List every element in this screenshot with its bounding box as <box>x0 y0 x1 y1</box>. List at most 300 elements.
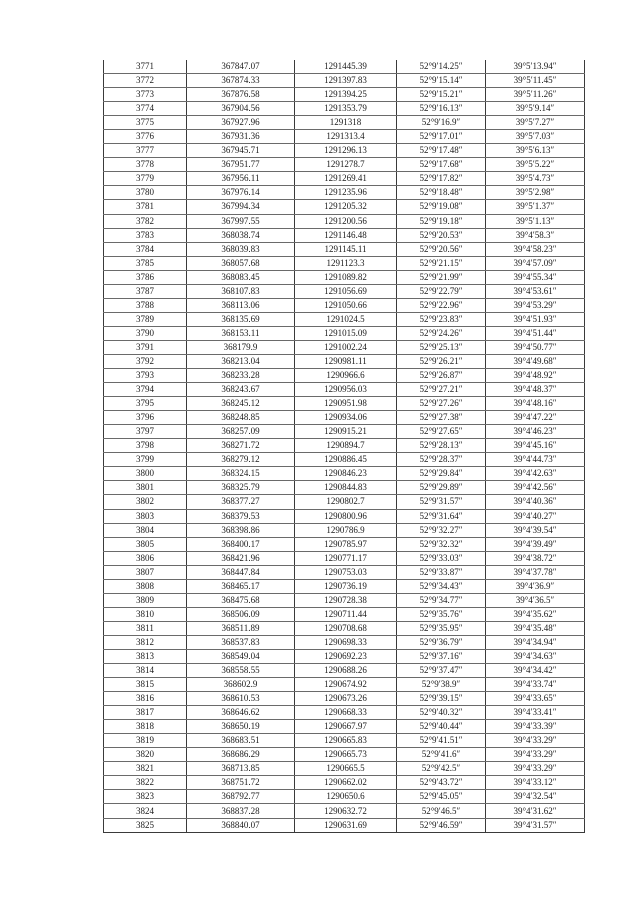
point-number-cell: 3807 <box>104 565 187 579</box>
x-coordinate-cell: 368245.12 <box>187 397 295 411</box>
longitude-cell: 39°4′45.16″ <box>486 439 585 453</box>
table-row <box>104 425 585 439</box>
x-coordinate-cell: 368377.27 <box>187 495 295 509</box>
point-number-cell: 3822 <box>104 776 187 790</box>
table-row <box>104 720 585 734</box>
latitude-cell: 52°9′31.57″ <box>397 495 486 509</box>
longitude-cell: 39°4′40.36″ <box>486 495 585 509</box>
point-number-cell: 3787 <box>104 284 187 298</box>
y-coordinate-cell: 1290688.26 <box>295 664 397 678</box>
latitude-cell: 52°9′15.14″ <box>397 74 486 88</box>
table-row <box>104 102 585 116</box>
y-coordinate-cell: 1291089.82 <box>295 270 397 284</box>
point-number-cell: 3803 <box>104 509 187 523</box>
table-row <box>104 776 585 790</box>
longitude-cell: 39°4′58.23″ <box>486 242 585 256</box>
latitude-cell: 52°9′16.13″ <box>397 102 486 116</box>
point-number-cell: 3796 <box>104 411 187 425</box>
table-row <box>104 256 585 270</box>
latitude-cell: 52°9′37.47″ <box>397 664 486 678</box>
longitude-cell: 39°4′40.27″ <box>486 509 585 523</box>
y-coordinate-cell: 1290632.72 <box>295 804 397 818</box>
point-number-cell: 3824 <box>104 804 187 818</box>
x-coordinate-cell: 367876.58 <box>187 88 295 102</box>
x-coordinate-cell: 368751.72 <box>187 776 295 790</box>
latitude-cell: 52°9′27.21″ <box>397 383 486 397</box>
table-row <box>104 481 585 495</box>
longitude-cell: 39°4′36.5″ <box>486 593 585 607</box>
table-row <box>104 158 585 172</box>
latitude-cell: 52°9′33.03″ <box>397 551 486 565</box>
y-coordinate-cell: 1291015.09 <box>295 326 397 340</box>
point-number-cell: 3795 <box>104 397 187 411</box>
y-coordinate-cell: 1290665.5 <box>295 762 397 776</box>
longitude-cell: 39°4′42.56″ <box>486 481 585 495</box>
y-coordinate-cell: 1291394.25 <box>295 88 397 102</box>
longitude-cell: 39°4′47.22″ <box>486 411 585 425</box>
point-number-cell: 3817 <box>104 706 187 720</box>
point-number-cell: 3804 <box>104 523 187 537</box>
longitude-cell: 39°4′53.29″ <box>486 298 585 312</box>
x-coordinate-cell: 368243.67 <box>187 383 295 397</box>
point-number-cell: 3782 <box>104 214 187 228</box>
y-coordinate-cell: 1291397.83 <box>295 74 397 88</box>
y-coordinate-cell: 1290692.23 <box>295 649 397 663</box>
y-coordinate-cell: 1290966.6 <box>295 369 397 383</box>
longitude-cell: 39°4′33.74″ <box>486 678 585 692</box>
table-row <box>104 678 585 692</box>
x-coordinate-cell: 368379.53 <box>187 509 295 523</box>
longitude-cell: 39°5′1.37″ <box>486 200 585 214</box>
longitude-cell: 39°4′48.37″ <box>486 383 585 397</box>
latitude-cell: 52°9′36.79″ <box>397 635 486 649</box>
longitude-cell: 39°4′57.09″ <box>486 256 585 270</box>
longitude-cell: 39°4′58.3″ <box>486 228 585 242</box>
longitude-cell: 39°4′31.57″ <box>486 818 585 832</box>
point-number-cell: 3778 <box>104 158 187 172</box>
y-coordinate-cell: 1290728.38 <box>295 593 397 607</box>
y-coordinate-cell: 1291353.79 <box>295 102 397 116</box>
y-coordinate-cell: 1290951.98 <box>295 397 397 411</box>
x-coordinate-cell: 368153.11 <box>187 326 295 340</box>
table-row <box>104 509 585 523</box>
point-number-cell: 3780 <box>104 186 187 200</box>
x-coordinate-cell: 367931.36 <box>187 130 295 144</box>
x-coordinate-cell: 368650.19 <box>187 720 295 734</box>
table-row <box>104 748 585 762</box>
x-coordinate-cell: 367997.55 <box>187 214 295 228</box>
x-coordinate-cell: 368257.09 <box>187 425 295 439</box>
latitude-cell: 52°9′28.13″ <box>397 439 486 453</box>
longitude-cell: 39°4′39.49″ <box>486 537 585 551</box>
latitude-cell: 52°9′27.38″ <box>397 411 486 425</box>
x-coordinate-cell: 368610.53 <box>187 692 295 706</box>
y-coordinate-cell: 1291056.69 <box>295 284 397 298</box>
x-coordinate-cell: 368271.72 <box>187 439 295 453</box>
longitude-cell: 39°5′1.13″ <box>486 214 585 228</box>
latitude-cell: 52°9′19.18″ <box>397 214 486 228</box>
y-coordinate-cell: 1291278.7 <box>295 158 397 172</box>
y-coordinate-cell: 1291050.66 <box>295 298 397 312</box>
y-coordinate-cell: 1291269.41 <box>295 172 397 186</box>
x-coordinate-cell: 368686.29 <box>187 748 295 762</box>
point-number-cell: 3776 <box>104 130 187 144</box>
x-coordinate-cell: 368398.86 <box>187 523 295 537</box>
coordinates-table <box>103 60 585 833</box>
point-number-cell: 3812 <box>104 635 187 649</box>
longitude-cell: 39°4′55.34″ <box>486 270 585 284</box>
point-number-cell: 3806 <box>104 551 187 565</box>
table-row <box>104 565 585 579</box>
point-number-cell: 3772 <box>104 74 187 88</box>
table-row <box>104 804 585 818</box>
latitude-cell: 52°9′29.84″ <box>397 467 486 481</box>
latitude-cell: 52°9′42.5″ <box>397 762 486 776</box>
y-coordinate-cell: 1290665.83 <box>295 734 397 748</box>
table-row <box>104 762 585 776</box>
table-row <box>104 383 585 397</box>
longitude-cell: 39°5′11.45″ <box>486 74 585 88</box>
latitude-cell: 52°9′19.08″ <box>397 200 486 214</box>
table-row <box>104 116 585 130</box>
table-row <box>104 593 585 607</box>
longitude-cell: 39°4′35.62″ <box>486 607 585 621</box>
y-coordinate-cell: 1291146.48 <box>295 228 397 242</box>
latitude-cell: 52°9′18.48″ <box>397 186 486 200</box>
x-coordinate-cell: 367976.14 <box>187 186 295 200</box>
point-number-cell: 3805 <box>104 537 187 551</box>
latitude-cell: 52°9′32.32″ <box>397 537 486 551</box>
latitude-cell: 52°9′34.77″ <box>397 593 486 607</box>
table-row <box>104 242 585 256</box>
y-coordinate-cell: 1290802.7 <box>295 495 397 509</box>
point-number-cell: 3818 <box>104 720 187 734</box>
y-coordinate-cell: 1290771.17 <box>295 551 397 565</box>
point-number-cell: 3793 <box>104 369 187 383</box>
latitude-cell: 52°9′31.64″ <box>397 509 486 523</box>
table-row <box>104 411 585 425</box>
table-row <box>104 621 585 635</box>
longitude-cell: 39°5′13.94″ <box>486 60 585 74</box>
table-row <box>104 551 585 565</box>
y-coordinate-cell: 1291296.13 <box>295 144 397 158</box>
longitude-cell: 39°4′34.63″ <box>486 649 585 663</box>
longitude-cell: 39°4′51.44″ <box>486 326 585 340</box>
longitude-cell: 39°4′49.68″ <box>486 354 585 368</box>
x-coordinate-cell: 368179.9 <box>187 340 295 354</box>
coordinates-table-body <box>104 60 585 832</box>
latitude-cell: 52°9′40.44″ <box>397 720 486 734</box>
latitude-cell: 52°9′37.16″ <box>397 649 486 663</box>
latitude-cell: 52°9′20.53″ <box>397 228 486 242</box>
latitude-cell: 52°9′32.27″ <box>397 523 486 537</box>
y-coordinate-cell: 1290631.69 <box>295 818 397 832</box>
point-number-cell: 3819 <box>104 734 187 748</box>
y-coordinate-cell: 1290894.7 <box>295 439 397 453</box>
latitude-cell: 52°9′22.79″ <box>397 284 486 298</box>
table-row <box>104 88 585 102</box>
latitude-cell: 52°9′17.01″ <box>397 130 486 144</box>
x-coordinate-cell: 368792.77 <box>187 790 295 804</box>
table-row <box>104 298 585 312</box>
longitude-cell: 39°4′33.39″ <box>486 720 585 734</box>
x-coordinate-cell: 368837.28 <box>187 804 295 818</box>
longitude-cell: 39°4′33.41″ <box>486 706 585 720</box>
x-coordinate-cell: 368713.85 <box>187 762 295 776</box>
point-number-cell: 3799 <box>104 453 187 467</box>
longitude-cell: 39°5′6.13″ <box>486 144 585 158</box>
latitude-cell: 52°9′45.05″ <box>397 790 486 804</box>
longitude-cell: 39°4′31.62″ <box>486 804 585 818</box>
x-coordinate-cell: 368558.55 <box>187 664 295 678</box>
longitude-cell: 39°4′33.12″ <box>486 776 585 790</box>
longitude-cell: 39°4′39.54″ <box>486 523 585 537</box>
y-coordinate-cell: 1290674.92 <box>295 678 397 692</box>
table-row <box>104 312 585 326</box>
y-coordinate-cell: 1291145.11 <box>295 242 397 256</box>
point-number-cell: 3794 <box>104 383 187 397</box>
x-coordinate-cell: 368233.28 <box>187 369 295 383</box>
point-number-cell: 3810 <box>104 607 187 621</box>
longitude-cell: 39°4′53.61″ <box>486 284 585 298</box>
point-number-cell: 3809 <box>104 593 187 607</box>
x-coordinate-cell: 368057.68 <box>187 256 295 270</box>
x-coordinate-cell: 368511.89 <box>187 621 295 635</box>
latitude-cell: 52°9′29.89″ <box>397 481 486 495</box>
y-coordinate-cell: 1290915.21 <box>295 425 397 439</box>
x-coordinate-cell: 368683.51 <box>187 734 295 748</box>
table-row <box>104 649 585 663</box>
latitude-cell: 52°9′26.21″ <box>397 354 486 368</box>
table-row <box>104 228 585 242</box>
y-coordinate-cell: 1290736.19 <box>295 579 397 593</box>
point-number-cell: 3825 <box>104 818 187 832</box>
x-coordinate-cell: 367956.11 <box>187 172 295 186</box>
y-coordinate-cell: 1290956.03 <box>295 383 397 397</box>
point-number-cell: 3789 <box>104 312 187 326</box>
point-number-cell: 3813 <box>104 649 187 663</box>
x-coordinate-cell: 367904.56 <box>187 102 295 116</box>
x-coordinate-cell: 367927.96 <box>187 116 295 130</box>
longitude-cell: 39°4′38.72″ <box>486 551 585 565</box>
point-number-cell: 3797 <box>104 425 187 439</box>
latitude-cell: 52°9′22.96″ <box>397 298 486 312</box>
x-coordinate-cell: 367874.33 <box>187 74 295 88</box>
y-coordinate-cell: 1290785.97 <box>295 537 397 551</box>
point-number-cell: 3800 <box>104 467 187 481</box>
table-row <box>104 439 585 453</box>
y-coordinate-cell: 1291002.24 <box>295 340 397 354</box>
table-row <box>104 200 585 214</box>
point-number-cell: 3791 <box>104 340 187 354</box>
table-row <box>104 270 585 284</box>
latitude-cell: 52°9′17.82″ <box>397 172 486 186</box>
x-coordinate-cell: 368475.68 <box>187 593 295 607</box>
latitude-cell: 52°9′39.15″ <box>397 692 486 706</box>
x-coordinate-cell: 368135.69 <box>187 312 295 326</box>
table-row <box>104 495 585 509</box>
table-row <box>104 523 585 537</box>
y-coordinate-cell: 1290708.68 <box>295 621 397 635</box>
point-number-cell: 3775 <box>104 116 187 130</box>
point-number-cell: 3816 <box>104 692 187 706</box>
y-coordinate-cell: 1290786.9 <box>295 523 397 537</box>
latitude-cell: 52°9′26.87″ <box>397 369 486 383</box>
x-coordinate-cell: 368646.62 <box>187 706 295 720</box>
table-row <box>104 818 585 832</box>
x-coordinate-cell: 368279.12 <box>187 453 295 467</box>
table-row <box>104 172 585 186</box>
latitude-cell: 52°9′21.99″ <box>397 270 486 284</box>
y-coordinate-cell: 1290844.83 <box>295 481 397 495</box>
latitude-cell: 52°9′24.26″ <box>397 326 486 340</box>
y-coordinate-cell: 1291235.96 <box>295 186 397 200</box>
latitude-cell: 52°9′40.32″ <box>397 706 486 720</box>
longitude-cell: 39°5′4.73″ <box>486 172 585 186</box>
point-number-cell: 3808 <box>104 579 187 593</box>
x-coordinate-cell: 368537.83 <box>187 635 295 649</box>
table-row <box>104 130 585 144</box>
x-coordinate-cell: 367951.77 <box>187 158 295 172</box>
point-number-cell: 3774 <box>104 102 187 116</box>
y-coordinate-cell: 1291024.5 <box>295 312 397 326</box>
y-coordinate-cell: 1291200.56 <box>295 214 397 228</box>
y-coordinate-cell: 1290886.45 <box>295 453 397 467</box>
x-coordinate-cell: 368447.84 <box>187 565 295 579</box>
y-coordinate-cell: 1290711.44 <box>295 607 397 621</box>
point-number-cell: 3779 <box>104 172 187 186</box>
longitude-cell: 39°4′35.48″ <box>486 621 585 635</box>
y-coordinate-cell: 1290650.6 <box>295 790 397 804</box>
latitude-cell: 52°9′27.26″ <box>397 397 486 411</box>
latitude-cell: 52°9′35.95″ <box>397 621 486 635</box>
latitude-cell: 52°9′15.21″ <box>397 88 486 102</box>
point-number-cell: 3786 <box>104 270 187 284</box>
y-coordinate-cell: 1290753.03 <box>295 565 397 579</box>
longitude-cell: 39°4′32.54″ <box>486 790 585 804</box>
table-row <box>104 607 585 621</box>
y-coordinate-cell: 1290673.26 <box>295 692 397 706</box>
y-coordinate-cell: 1290934.06 <box>295 411 397 425</box>
longitude-cell: 39°5′5.22″ <box>486 158 585 172</box>
longitude-cell: 39°4′33.29″ <box>486 748 585 762</box>
latitude-cell: 52°9′41.51″ <box>397 734 486 748</box>
x-coordinate-cell: 368083.45 <box>187 270 295 284</box>
latitude-cell: 52°9′21.15″ <box>397 256 486 270</box>
longitude-cell: 39°4′34.94″ <box>486 635 585 649</box>
longitude-cell: 39°4′48.16″ <box>486 397 585 411</box>
latitude-cell: 52°9′41.6″ <box>397 748 486 762</box>
table-row <box>104 284 585 298</box>
x-coordinate-cell: 368213.04 <box>187 354 295 368</box>
table-row <box>104 340 585 354</box>
y-coordinate-cell: 1290981.11 <box>295 354 397 368</box>
latitude-cell: 52°9′20.56″ <box>397 242 486 256</box>
point-number-cell: 3811 <box>104 621 187 635</box>
table-row <box>104 635 585 649</box>
x-coordinate-cell: 368465.17 <box>187 579 295 593</box>
latitude-cell: 52°9′17.48″ <box>397 144 486 158</box>
longitude-cell: 39°5′7.27″ <box>486 116 585 130</box>
latitude-cell: 52°9′23.83″ <box>397 312 486 326</box>
longitude-cell: 39°4′33.65″ <box>486 692 585 706</box>
latitude-cell: 52°9′35.76″ <box>397 607 486 621</box>
longitude-cell: 39°4′48.92″ <box>486 369 585 383</box>
table-row <box>104 790 585 804</box>
point-number-cell: 3815 <box>104 678 187 692</box>
latitude-cell: 52°9′14.25″ <box>397 60 486 74</box>
point-number-cell: 3777 <box>104 144 187 158</box>
longitude-cell: 39°4′51.93″ <box>486 312 585 326</box>
table-row <box>104 706 585 720</box>
y-coordinate-cell: 1291313.4 <box>295 130 397 144</box>
point-number-cell: 3788 <box>104 298 187 312</box>
x-coordinate-cell: 368325.79 <box>187 481 295 495</box>
x-coordinate-cell: 368038.74 <box>187 228 295 242</box>
point-number-cell: 3798 <box>104 439 187 453</box>
latitude-cell: 52°9′28.37″ <box>397 453 486 467</box>
x-coordinate-cell: 367945.71 <box>187 144 295 158</box>
point-number-cell: 3784 <box>104 242 187 256</box>
table-row <box>104 186 585 200</box>
x-coordinate-cell: 368400.17 <box>187 537 295 551</box>
longitude-cell: 39°4′37.78″ <box>486 565 585 579</box>
table-row <box>104 734 585 748</box>
x-coordinate-cell: 367847.07 <box>187 60 295 74</box>
x-coordinate-cell: 368506.09 <box>187 607 295 621</box>
y-coordinate-cell: 1291123.3 <box>295 256 397 270</box>
table-row <box>104 144 585 158</box>
longitude-cell: 39°5′11.26″ <box>486 88 585 102</box>
table-row <box>104 354 585 368</box>
point-number-cell: 3814 <box>104 664 187 678</box>
latitude-cell: 52°9′46.5″ <box>397 804 486 818</box>
x-coordinate-cell: 368324.15 <box>187 467 295 481</box>
table-row <box>104 453 585 467</box>
latitude-cell: 52°9′27.65″ <box>397 425 486 439</box>
x-coordinate-cell: 368107.83 <box>187 284 295 298</box>
latitude-cell: 52°9′16.9″ <box>397 116 486 130</box>
y-coordinate-cell: 1290662.02 <box>295 776 397 790</box>
x-coordinate-cell: 368602.9 <box>187 678 295 692</box>
point-number-cell: 3781 <box>104 200 187 214</box>
longitude-cell: 39°4′42.63″ <box>486 467 585 481</box>
point-number-cell: 3771 <box>104 60 187 74</box>
point-number-cell: 3790 <box>104 326 187 340</box>
longitude-cell: 39°5′7.03″ <box>486 130 585 144</box>
table-row <box>104 369 585 383</box>
x-coordinate-cell: 368840.07 <box>187 818 295 832</box>
latitude-cell: 52°9′33.87″ <box>397 565 486 579</box>
x-coordinate-cell: 368549.04 <box>187 649 295 663</box>
longitude-cell: 39°5′2.98″ <box>486 186 585 200</box>
y-coordinate-cell: 1290667.97 <box>295 720 397 734</box>
y-coordinate-cell: 1290665.73 <box>295 748 397 762</box>
longitude-cell: 39°4′33.29″ <box>486 762 585 776</box>
longitude-cell: 39°4′33.29″ <box>486 734 585 748</box>
longitude-cell: 39°4′36.9″ <box>486 579 585 593</box>
y-coordinate-cell: 1290668.33 <box>295 706 397 720</box>
table-row <box>104 692 585 706</box>
table-row <box>104 60 585 74</box>
point-number-cell: 3792 <box>104 354 187 368</box>
table-row <box>104 467 585 481</box>
y-coordinate-cell: 1290698.33 <box>295 635 397 649</box>
point-number-cell: 3783 <box>104 228 187 242</box>
table-row <box>104 537 585 551</box>
table-row <box>104 326 585 340</box>
latitude-cell: 52°9′38.9″ <box>397 678 486 692</box>
